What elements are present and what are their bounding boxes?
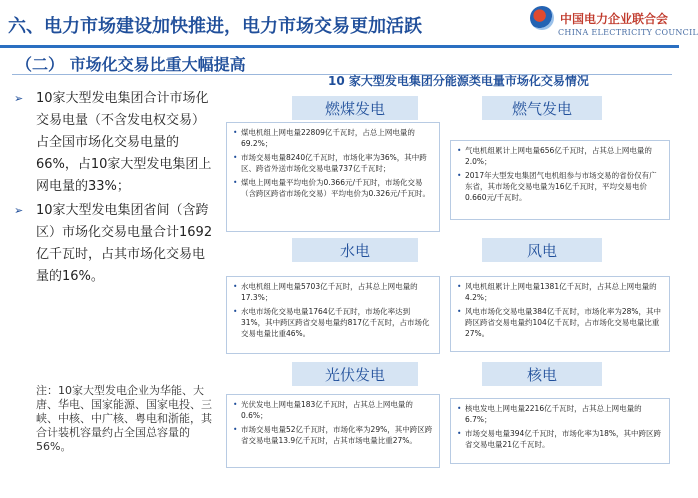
card-item: • 市场交易电量394亿千瓦时，市场化率为18%，其中跨区跨省交易电量21亿千瓦时。 bbox=[457, 428, 663, 450]
card-coal bbox=[226, 122, 440, 232]
card-item: • 2017年大型发电集团气电机组参与市场交易的省份仅有广东省，其市场化交易电量为16亿千瓦时，平均交易电价0.660元/千瓦时。 bbox=[457, 170, 663, 203]
footnote: 注：10家大型发电企业为华能、大唐、华电、国家能源、国家电投、三峡、中核、中广核、粤电和浙能，其合计装机容量约占全国总容量的56%。 bbox=[36, 384, 212, 453]
card-header-solar: 光伏发电 bbox=[292, 362, 418, 386]
summary-bullet bbox=[14, 200, 214, 288]
arrow-bullet-icon: ➢ bbox=[14, 92, 24, 105]
card-item: • 市场交易电量52亿千瓦时，市场化率为29%，其中跨区跨省交易电量13.9亿千瓦时，占其市场电量比重27%。 bbox=[233, 424, 433, 446]
card-gas bbox=[450, 140, 670, 220]
slide-header bbox=[0, 0, 698, 50]
card-nuclear bbox=[450, 398, 670, 464]
logo-english-name: CHINA ELECTRICITY COUNCIL bbox=[558, 28, 698, 37]
page-title: 六、电力市场建设加快推进，电力市场交易更加活跃 bbox=[8, 16, 422, 37]
section-subtitle: （二） 市场化交易比重大幅提高 bbox=[16, 55, 246, 74]
summary-bullets bbox=[14, 88, 214, 290]
card-header-hydro: 水电 bbox=[292, 238, 418, 262]
card-item: • 核电发电上网电量2216亿千瓦时，占其总上网电量的6.7%； bbox=[457, 403, 663, 425]
card-header-coal: 燃煤发电 bbox=[292, 96, 418, 120]
cec-logo-icon bbox=[530, 6, 554, 30]
logo-chinese-name: 中国电力企业联合会 bbox=[560, 12, 669, 26]
card-item: • 风电机组累计上网电量1381亿千瓦时，占其总上网电量的4.2%； bbox=[457, 281, 663, 303]
card-item: • 风电市场化交易电量384亿千瓦时，市场化率为28%，其中跨区跨省交易电量约104亿千瓦时，占市场化交易电量比重27%。 bbox=[457, 306, 663, 339]
bullet-text: 10家大型发电集团省间（含跨区）市场化交易电量合计1692亿千瓦时，占其市场化交易电量的16%。 bbox=[36, 203, 213, 284]
bullet-text: 10家大型发电集团合计市场化交易电量（不含发电权交易）占全国市场化交易电量的66%，占10家大型发电集团上网电量的33%； bbox=[36, 91, 212, 194]
card-item: • 水电机组上网电量5703亿千瓦时，占其总上网电量的17.3%； bbox=[233, 281, 433, 303]
card-header-gas: 燃气发电 bbox=[482, 96, 602, 120]
panel-title: 10 家大型发电集团分能源类电量市场化交易情况 bbox=[328, 74, 589, 88]
card-hydro bbox=[226, 276, 440, 354]
card-item: • 水电市场化交易电量1764亿千瓦时，市场化率达到31%，其中跨区跨省交易电量约817亿千瓦时，占市场化交易电量比重46%。 bbox=[233, 306, 433, 339]
card-wind bbox=[450, 276, 670, 352]
card-solar bbox=[226, 394, 440, 468]
card-header-wind: 风电 bbox=[482, 238, 602, 262]
header-divider bbox=[0, 45, 679, 48]
card-item: • 光伏发电上网电量183亿千瓦时，占其总上网电量的0.6%； bbox=[233, 399, 433, 421]
card-item: • 气电机组累计上网电量656亿千瓦时，占其总上网电量的2.0%； bbox=[457, 145, 663, 167]
card-item: • 煤电上网电量平均电价为0.366元/千瓦时，市场化交易（含跨区跨省市场化交易）平均电价为0.326元/千瓦时。 bbox=[233, 177, 433, 199]
council-logo bbox=[530, 4, 698, 44]
card-item: • 煤电机组上网电量22809亿千瓦时，占总上网电量的69.2%； bbox=[233, 127, 433, 149]
card-item: • 市场交易电量8240亿千瓦时，市场化率为36%，其中跨区、跨省外送市场化交易电量737亿千瓦时； bbox=[233, 152, 433, 174]
summary-bullet bbox=[14, 88, 214, 198]
arrow-bullet-icon: ➢ bbox=[14, 204, 24, 217]
card-header-nuclear: 核电 bbox=[482, 362, 602, 386]
